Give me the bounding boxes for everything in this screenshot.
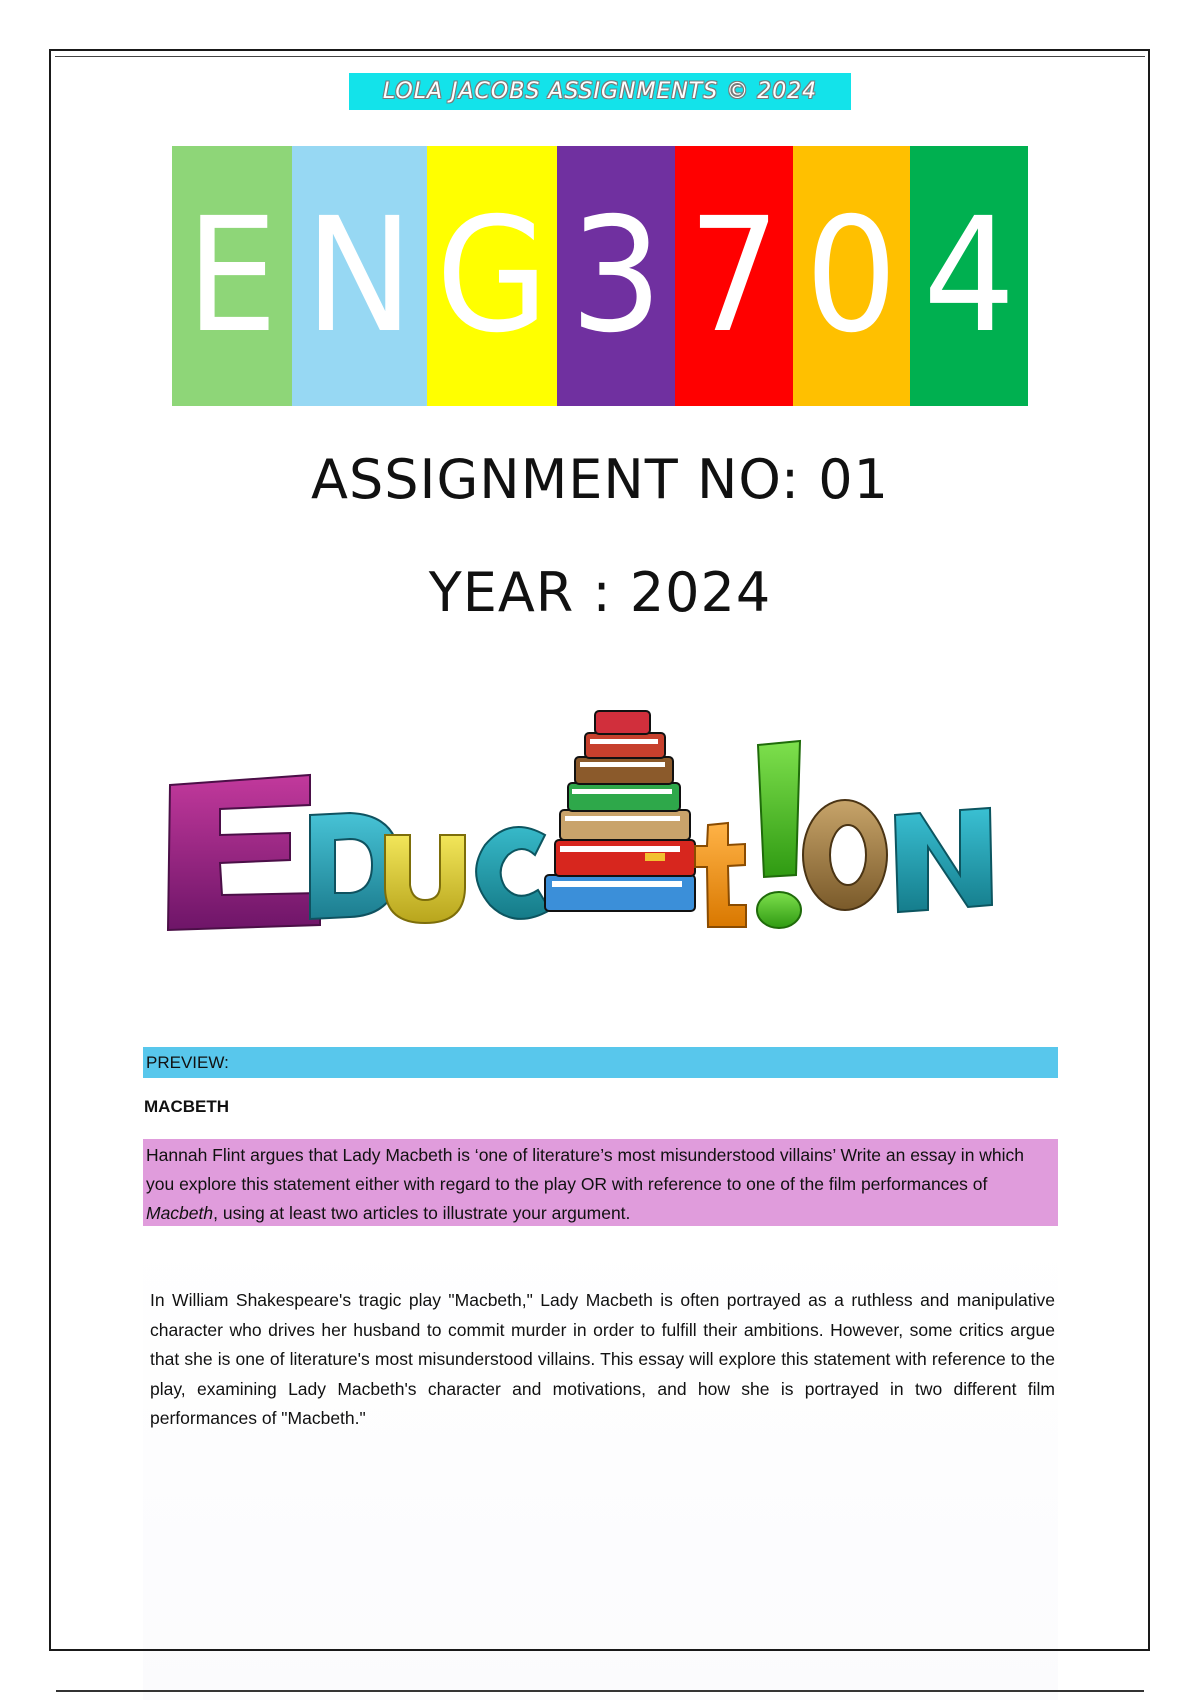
- banner-text: LOLA JACOBS ASSIGNMENTS © 2024: [382, 79, 818, 104]
- assignment-year: YEAR : 2024: [428, 561, 772, 624]
- question-italic-title: Macbeth: [146, 1203, 214, 1223]
- letter-e: [168, 775, 320, 930]
- letter-n: [895, 808, 992, 912]
- course-code-char: G: [427, 146, 557, 406]
- education-illustration: [160, 705, 1040, 955]
- course-code-char: 3: [557, 146, 675, 406]
- course-code-char: 4: [910, 146, 1028, 406]
- letter-o: [803, 800, 887, 910]
- question-text: Hannah Flint argues that Lady Macbeth is ‘one of literature’s most misunderstood villains’ Write an essay in which you explore this statement either with regard to the play OR with reference to one of the film performances of: [146, 1145, 1025, 1194]
- course-code-char: N: [292, 146, 427, 406]
- top-rule: [55, 56, 1145, 57]
- letter-c: [476, 827, 550, 919]
- course-code-char: E: [172, 146, 292, 406]
- assignment-number: ASSIGNMENT NO: 01: [311, 448, 889, 511]
- letter-u: [385, 835, 465, 923]
- essay-question: [143, 1139, 1058, 1226]
- course-code-char: 7: [675, 146, 793, 406]
- course-code-block: [172, 146, 1028, 406]
- exclamation-icon: [757, 741, 801, 928]
- preview-bar: [143, 1047, 1058, 1078]
- section-title: MACBETH: [144, 1097, 229, 1116]
- letter-t: [695, 823, 746, 927]
- book-stack-icon: [545, 711, 695, 911]
- course-code-char: 0: [793, 146, 910, 406]
- question-text-end: , using at least two articles to illustrate your argument.: [213, 1203, 631, 1223]
- preview-label: PREVIEW:: [146, 1052, 229, 1072]
- bottom-rule: [56, 1690, 1144, 1692]
- copyright-banner: [349, 73, 851, 110]
- essay-paragraph: In William Shakespeare's tragic play "Macbeth," Lady Macbeth is often portrayed as a ruthless and manipulative character who drives her husband to commit murder in order to fulfill their ambitions. However, some critics argue that she is one of literature's most misunderstood villains. This essay will explore this statement with reference to the play, examining Lady Macbeth's character and motivations, and how she is portrayed in two different film performances of "Macbeth.": [150, 1290, 1055, 1428]
